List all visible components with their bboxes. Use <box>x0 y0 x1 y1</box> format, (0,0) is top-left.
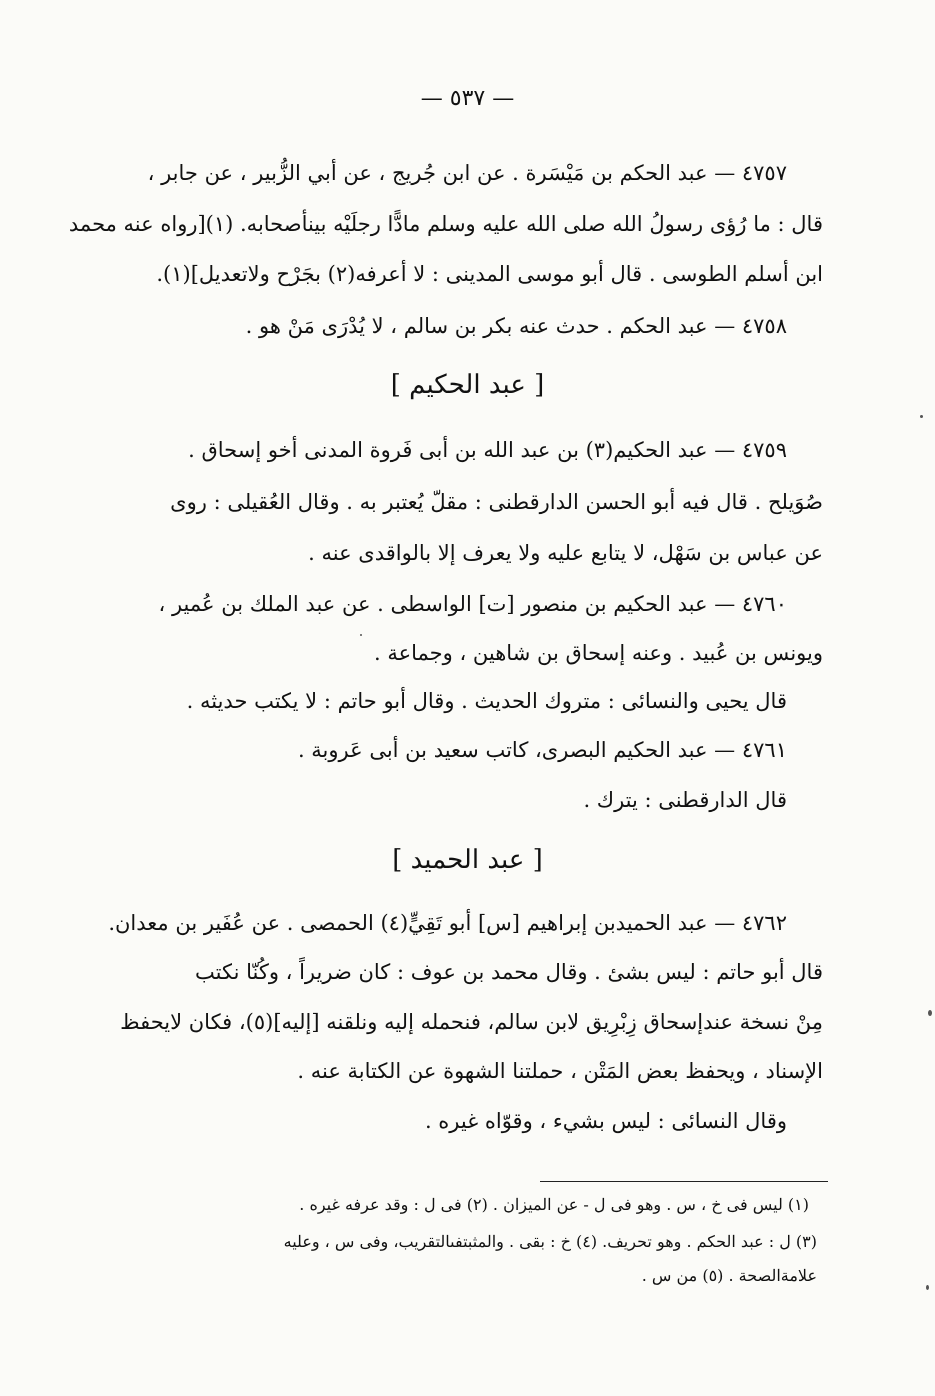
footnote-line-1: (١) ليس فى خ ، س . وهو فى ل - عن الميزان . (٢) فى ل : وقد عرفه غيره . <box>299 1195 809 1214</box>
scan-speck <box>928 1010 932 1016</box>
footnote-line-2: (٣) ل : عبد الحكم . وهو تحريف. (٤) خ : بقى . والمثبتفىالتقريب، وفى س ، وعليه <box>283 1232 817 1251</box>
section-heading-text: [ عبد الحكيم ] <box>390 370 545 400</box>
entry-4762-line-1: ٤٧٦٢ — عبد الحميدبن إبراهيم [س] أبو تَقِيٍّ(٤) الحمصى . عن عُفَير بن معدان. <box>108 911 787 935</box>
scan-speck <box>920 415 923 418</box>
entry-4762-line-2: قال أبو حاتم : ليس بشئ . وقال محمد بن عوف : كان ضريراً ، وكُنّا نكتب <box>195 960 823 984</box>
entry-4762-line-5: وقال النسائى : ليس بشيء ، وقوّاه غيره . <box>424 1109 787 1133</box>
scan-speck <box>360 634 362 636</box>
entry-4757-line-3: ابن أسلم الطوسى . قال أبو موسى المدينى : لا أعرفه(٢) بجَرْح ولاتعديل](١). <box>156 262 823 286</box>
entry-4759-line-3: عن عباس بن سَهْل، لا يتابع عليه ولا يعرف إلا بالواقدى عنه . <box>308 541 823 565</box>
footnote-line-3: علامةالصحة . (٥) من س . <box>641 1266 817 1285</box>
entry-4762-line-4: الإسناد ، ويحفظ بعض المَتْن ، حملتنا الشهوة عن الكتابة عنه . <box>297 1059 823 1083</box>
entry-4761-line-1: ٤٧٦١ — عبد الحكيم البصرى، كاتب سعيد بن أبى عَروبة . <box>297 738 787 762</box>
entry-4760-line-2: ويونس بن عُبيد . وعنه إسحاق بن شاهين ، وجماعة . <box>373 641 823 665</box>
entry-4759-line-2: صُوَيلح . قال فيه أبو الحسن الدارقطنى : مقلّ يُعتبر به . وقال العُقيلى : روى <box>170 490 823 514</box>
section-heading-abd-al-hamid <box>0 845 935 875</box>
entry-4760-line-3: قال يحيى والنسائى : متروك الحديث . وقال أبو حاتم : لا يكتب حديثه . <box>186 689 787 713</box>
scan-speck <box>926 1285 929 1290</box>
entry-4759-line-1: ٤٧٥٩ — عبد الحكيم(٣) بن عبد الله بن أبى فَروة المدنى أخو إسحاق . <box>188 438 787 462</box>
entry-4757-line-2: قال : ما رُؤى رسولُ الله صلى الله عليه وسلم مادًّا رجلَيْه بينأصحابه. (١)[رواه عنه محمد <box>68 212 823 236</box>
page-number: — ٥٣٧ — <box>420 86 515 111</box>
section-heading-text: [ عبد الحميد ] <box>392 845 543 875</box>
entry-4761-line-2: قال الدارقطنى : يترك . <box>583 788 787 812</box>
entry-4762-line-3: مِنْ نسخة عندإسحاق زِبْرِيق لابن سالم، فنحمله إليه ونلقنه [إليه](٥)، فكان لايحفظ <box>120 1010 823 1034</box>
entry-4757-line-1: ٤٧٥٧ — عبد الحكم بن مَيْسَرة . عن ابن جُريج ، عن أبي الزُّبير ، عن جابر ، <box>147 161 787 185</box>
section-heading-abd-al-hakim <box>0 370 935 400</box>
footnote-separator <box>540 1181 828 1182</box>
entry-4758-line-1: ٤٧٥٨ — عبد الحكم . حدث عنه بكر بن سالم ، لا يُدْرَى مَنْ هو . <box>245 314 787 338</box>
entry-4760-line-1: ٤٧٦٠ — عبد الحكيم بن منصور [ت] الواسطى . عن عبد الملك بن عُمير ، <box>158 592 787 616</box>
